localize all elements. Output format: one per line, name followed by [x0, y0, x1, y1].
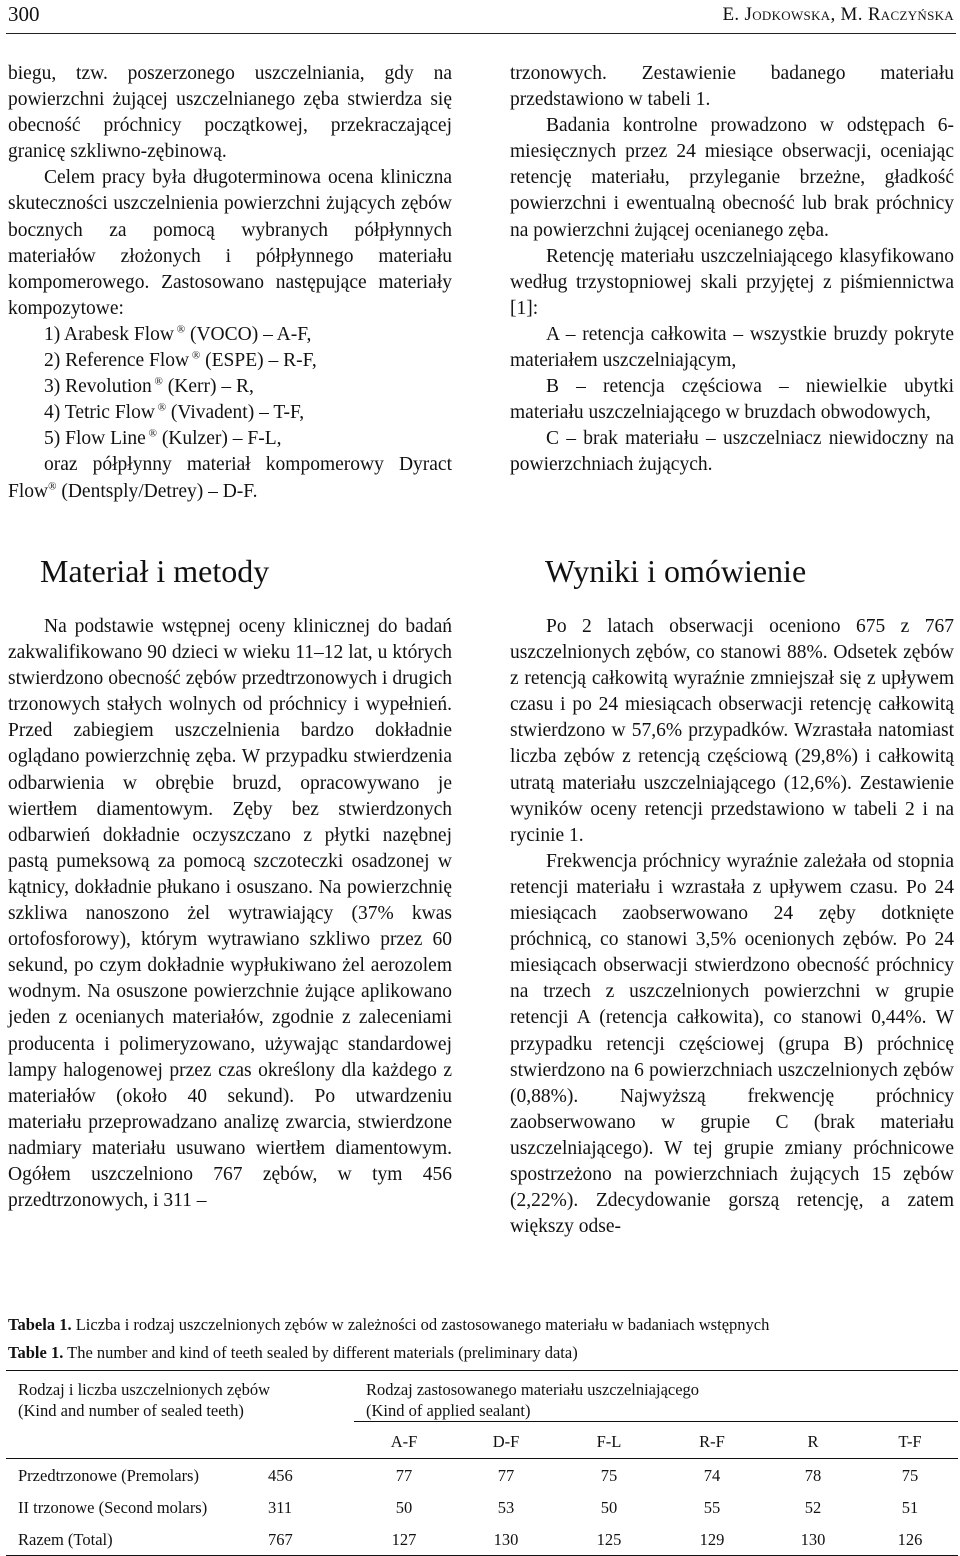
paragraph: trzonowych. Zestawienie badanego materiału przedstawiono w tabeli 1. [510, 63, 954, 111]
header-rule [6, 33, 956, 34]
table-cell: 75 [901, 1465, 919, 1485]
column-header: D-F [492, 1432, 520, 1451]
table-row [6, 1459, 958, 1492]
material-item: 2) Reference Flow ® (ESPE) – R-F, [44, 349, 317, 372]
right-column-top [510, 61, 954, 479]
registered-mark: ® [48, 480, 57, 492]
table-cell: 75 [600, 1465, 618, 1485]
table-cell: 53 [497, 1497, 515, 1517]
table-cell: 127 [354, 1523, 454, 1556]
table-row [6, 1491, 958, 1523]
paragraph: Frekwencja próchnicy wyraźnie zależała od stopnia retencji materiału i wzrastała z upływem czasu. Po 24 miesiącach zaobserwowano 24 zęby dotknięte próchnicą, co stanowi 3,5% ocenionych zębów. Po 24 miesiącach obserwacji stwierdzono obecność próchnicy na trzech z uszczelnionych powierzchni w grupie retencji A (retencja całkowita), co stanowi 0,44%. W przypadku retencji częściowej (grupa B) próchnicę stwierdzono na 6 powierzchniach uszczelnionych zębów (0,88%). Najwyższą frekwencję próchnicy zaobserwowano w grupie C (brak materiału uszczelniającego). W tej grupie zmiany próchnicowe spostrzeżono na powierzchniach żujących 15 zębów (2,22%). Zdecydowanie gorszą retencję, a zatem większy odse- [510, 850, 954, 1238]
registered-mark: ® [189, 349, 201, 362]
materials-tail: oraz półpłynny materiał kompomerowy Dyract Flow® (Dentsply/Detrey) – D-F. [8, 454, 452, 502]
table-head-row [6, 1371, 958, 1422]
paragraph: Po 2 latach obserwacji oceniono 675 z 767 uszczelnionych zębów, co stanowi 88%. Odsetek zębów z retencją całkowitą wyraźnie zmniejszał się z upływem czasu i po 24 miesiącach obserwacji retencję całkowitą stwierdzono w 57,6% przypadków. Wzrastała natomiast liczba zębów z retencją częściową (29,8%) i całkowitą utratą materiału uszczelniającego (12,6%). Zestawienie wyników oceny retencji przedstawiono w tabeli 2 i na rycinie 1. [510, 616, 954, 846]
paragraph: Celem pracy była długoterminowa ocena kliniczna skuteczności uszczelnienia powierzchni żujących zębów bocznych za pomocą wybranych półpłynnych materiałów złożonych i półpłynnego materiału kompomerowego. Zastosowano następujące materiały kompozytowe: [8, 167, 452, 319]
column-header: R [807, 1432, 819, 1451]
paragraph: Na podstawie wstępnej oceny klinicznej do badań zakwalifikowano 90 dzieci w wieku 11–12 lat, u których stwierdzono obecność zębów przedtrzonowych i drugich trzonowych stałych wolnych od próchnicy i wypełnień. Przed zabiegiem uszczelnienia bardzo dokładnie oglądano powierzchnię zęba. W przypadku stwierdzenia odbarwienia w obrębie bruzd, opracowywano je wiertłem diamentowym. Zęby bez stwierdzonych odbarwień dokładnie oczyszczano z płytki nazębnej pastą pumeksową za pomocą szczoteczki osadzonej w kątnicy, dokładnie płukano i osuszano. Na powierzchnię szkliwa nanoszono żel wytrawiający (37% kwas ortofosforowy), którym wytrawiano szkliwo przez 60 sekund, po czym dokładnie wypłukiwano żel aerozolem wodnym. Na osuszone powierzchnie żujące aplikowano jeden z ocenianych materiałów, zgodnie z zaleceniami producenta i polimeryzowano, używając standardowej lampy halogenowej przez czas określony dla każdego z materiałów (około 40 sekund). Po utwardzeniu materiału przeprowadzano analizę zwarcia, stwierdzone nadmiary materiału usuwano wiertłem diamentowym. Ogółem uszczelniono 767 zębów, w tym 456 przedtrzonowych, i 311 – [8, 616, 452, 1212]
table-caption-pl: Tabela 1. Liczba i rodzaj uszczelnionych zębów w zależności od zastosowanego materiału w badaniach wstępnych [8, 1315, 770, 1334]
table-head-left: Rodzaj i liczba uszczelnionych zębów (Kind and number of sealed teeth) [6, 1371, 354, 1422]
paragraph: Retencję materiału uszczelniającego klasyfikowano według trzystopniowej skali przyjętej z piśmiennictwa [1]: [510, 245, 954, 319]
paragraph: A – retencja całkowita – wszystkie bruzdy pokryte materiałem uszczelniającym, [510, 323, 954, 372]
material-item: 4) Tetric Flow ® (Vivadent) – T-F, [44, 401, 305, 424]
table-cell: 767 [268, 1523, 354, 1556]
left-column-top [8, 61, 452, 505]
table-cell: Razem (Total) [6, 1523, 268, 1556]
registered-mark: ® [174, 323, 186, 336]
paragraph: Badania kontrolne prowadzono w odstępach 6-miesięcznych przez 24 miesiące obserwacji, oceniając retencję materiału, przyleganie brzeżne, gładkość powierzchni i ewentualną obecność lub brak próchnicy na powierzchni żującej ocenianego zęba. [510, 115, 954, 241]
section-heading-methods: Materiał i metody [40, 553, 270, 589]
table-cell: Przedtrzonowe (Premolars) [18, 1465, 199, 1485]
paragraph: C – brak materiału – uszczelniacz niewidoczny na powierzchniach żujących. [510, 428, 954, 476]
registered-mark: ® [154, 401, 167, 414]
column-header: R-F [699, 1432, 725, 1451]
column-headers [354, 1421, 958, 1458]
registered-mark: ® [151, 375, 163, 388]
table-cell: 311 [268, 1497, 293, 1517]
table-cell: II trzonowe (Second molars) [18, 1497, 208, 1517]
table-row [6, 1523, 958, 1556]
table-cell: 77 [497, 1465, 515, 1485]
table-cell: 130 [764, 1523, 862, 1556]
section-heading-results: Wyniki i omówienie [545, 553, 807, 589]
table-cell: 78 [804, 1465, 822, 1485]
column-header: A-F [390, 1432, 418, 1451]
table-column-row [6, 1421, 958, 1459]
page-header [0, 0, 960, 36]
column-header: F-L [596, 1432, 622, 1451]
table-cell: 77 [395, 1465, 413, 1485]
table-caption-en: Table 1. The number and kind of teeth sealed by different materials (preliminary data) [8, 1343, 578, 1362]
material-item: 3) Revolution ® (Kerr) – R, [44, 375, 254, 398]
column-header: T-F [898, 1432, 922, 1451]
paragraph: biegu, tzw. poszerzonego uszczelniania, gdy na powierzchni żującej uszczelnianego zęba stwierdza się obecność próchnicy początkowej, przekraczającej granicę szkliwno-zębinową. [8, 63, 452, 163]
table-cell: 55 [703, 1497, 721, 1517]
table-cell: 125 [558, 1523, 660, 1556]
right-column-bottom [510, 614, 954, 1240]
material-item: 5) Flow Line ® (Kulzer) – F-L, [44, 427, 282, 450]
paragraph: B – retencja częściowa – niewielkie ubytki materiału uszczelniającego w bruzdach obwodowych, [510, 376, 954, 424]
table-cell: 50 [395, 1497, 413, 1517]
materials-list [8, 322, 452, 452]
table-cell: 74 [703, 1465, 721, 1485]
table-cell: 50 [600, 1497, 618, 1517]
registered-mark: ® [145, 427, 157, 440]
table-cell: 51 [901, 1497, 919, 1517]
table-head-right: Rodzaj zastosowanego materiału uszczelniającego (Kind of applied sealant) [354, 1371, 958, 1422]
running-head: E. Jodkowska, M. Raczyńska [722, 4, 954, 25]
page-number: 300 [8, 2, 40, 26]
table-cell: 456 [268, 1465, 293, 1485]
table-body [6, 1459, 958, 1556]
table-cell: 129 [660, 1523, 764, 1556]
material-item: 1) Arabesk Flow ® (VOCO) – A-F, [44, 323, 312, 345]
table-cell: 126 [862, 1523, 958, 1556]
left-column-bottom [8, 614, 452, 1214]
table-1 [6, 1370, 958, 1556]
table-cell: 130 [454, 1523, 558, 1556]
table-cell: 52 [804, 1497, 822, 1517]
